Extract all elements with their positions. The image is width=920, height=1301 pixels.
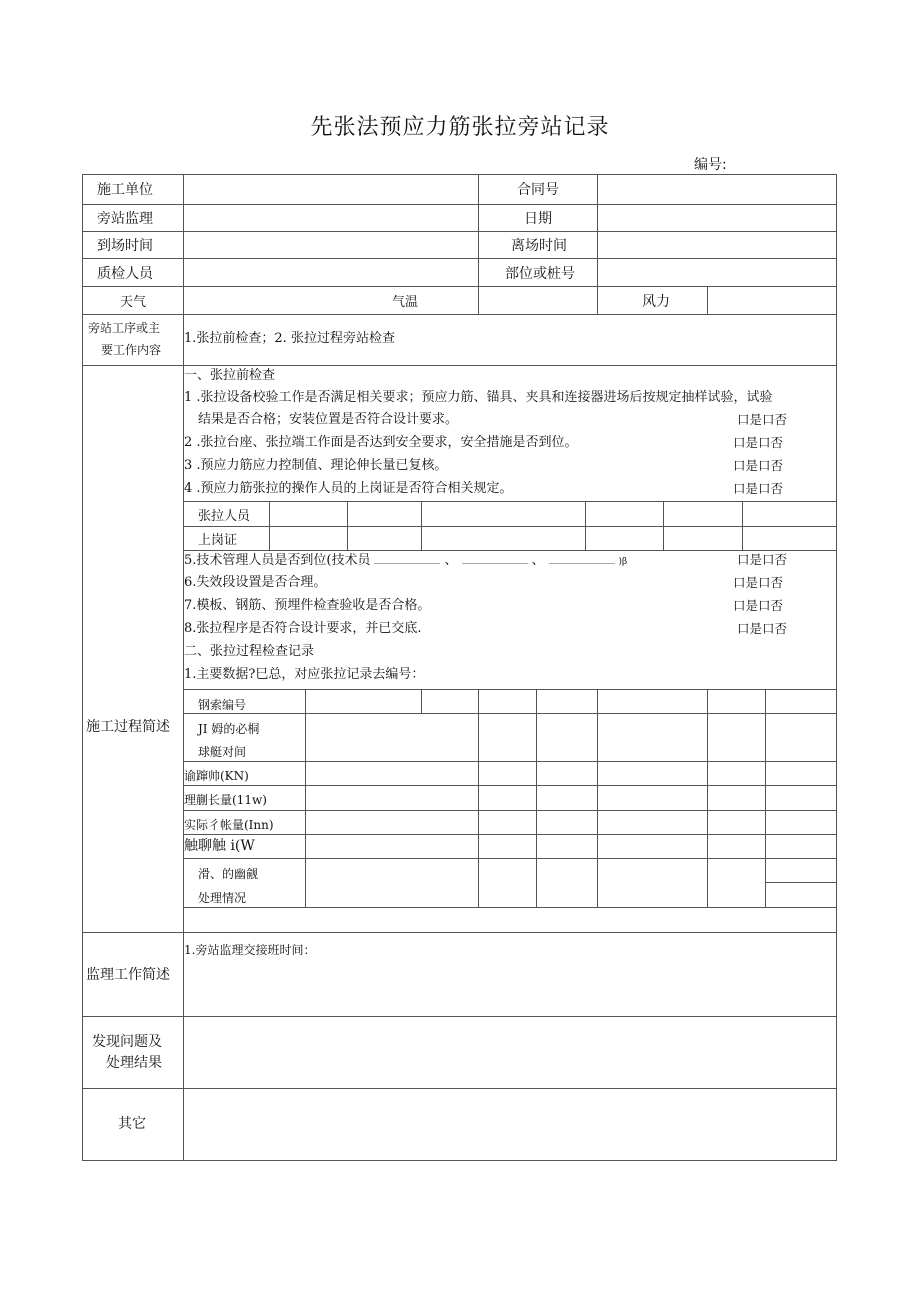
check-3-text: 3 .预应力筋应力控制值、理论伸长量已复核。 (184, 458, 448, 473)
label-location-pile-no: 部位或桩号 (505, 266, 575, 282)
check-2-text: 2 .张拉台座、张拉端工作面是否达到安全要求，安全措施是否到位。 (184, 435, 578, 450)
grid-line (269, 501, 270, 550)
label-slip-line1: 滑、的幽觎 (198, 867, 259, 881)
grid-line (585, 501, 586, 550)
departure-time-field[interactable] (598, 232, 835, 257)
grid-line (183, 501, 837, 502)
label-row2-line2: 球艇对间 (198, 745, 247, 759)
qc-personnel-field[interactable] (184, 259, 477, 285)
grid-line (183, 858, 837, 859)
grid-line (421, 689, 422, 713)
date-field[interactable] (598, 205, 835, 230)
label-main-work-line2: 要工作内容 (101, 343, 162, 357)
contract-no-field[interactable] (598, 175, 835, 203)
part1-heading: 一、张拉前检查 (184, 368, 276, 383)
grid-line (765, 689, 766, 907)
grid-line (663, 501, 664, 550)
site-supervisor-field[interactable] (184, 205, 477, 230)
label-temperature: 气温 (392, 295, 419, 310)
row-divider (82, 365, 837, 366)
construction-unit-field[interactable] (184, 175, 477, 203)
check-1-continuation: 结果是否合格；安装位置是否符合设计要求。 (198, 412, 459, 427)
label-work-permit: 上岗证 (198, 533, 238, 548)
grid-line (305, 689, 306, 907)
label-departure-time: 离场时间 (511, 238, 567, 254)
main-work-content: 1.张拉前检查；2. 张拉过程旁站检查 (184, 331, 395, 346)
check-6-yes-no[interactable]: 口是口否 (733, 575, 784, 590)
part2-item1: 1.主要数据?巳总，对应张拉记录去编号： (184, 667, 425, 682)
supervision-textarea[interactable] (184, 960, 835, 1014)
check-7-text: 7.模板、钢筋、预埋件检查验收是否合格。 (184, 598, 431, 613)
label-weather: 天气 (120, 295, 147, 310)
technician-1-field[interactable] (374, 552, 440, 564)
supervision-content: 1.旁站监理交接班时间： (184, 943, 316, 957)
check-8-yes-no[interactable]: 口是口否 (737, 621, 788, 636)
check-2-yes-no[interactable]: 口是口否 (733, 435, 784, 450)
grid-line (597, 689, 598, 907)
label-arrival-time: 到场时间 (97, 238, 153, 254)
technician-3-field[interactable] (549, 552, 615, 564)
check-5-yes-no[interactable]: 口是口否 (737, 552, 788, 567)
grid-line (478, 689, 479, 907)
label-date: 日期 (524, 211, 552, 227)
grid-line (742, 501, 743, 550)
label-deviation: 触聊触 i(W (184, 838, 255, 854)
table-border-right (836, 174, 837, 1160)
grid-line (183, 907, 837, 908)
check-1-text: 1 .张拉设备校验工作是否满足相关要求；预应力筋、锚具、夹具和连接器进场后按规定抽样试验，试验 (184, 390, 773, 405)
label-wind: 风力 (642, 294, 670, 310)
check-3-yes-no[interactable]: 口是口否 (733, 458, 784, 473)
check-7-yes-no[interactable]: 口是口否 (733, 598, 784, 613)
grid-line (183, 810, 837, 811)
check-4-text: 4 .预应力筋张拉的操作人员的上岗证是否符合相关规定。 (184, 481, 513, 496)
label-actual-elongation: 实际彳帐量(Inn) (184, 818, 274, 832)
grid-line (183, 761, 837, 762)
check-8-text: 8.张拉程序是否符合设计要求，并已交底. (184, 621, 422, 636)
label-site-supervisor: 旁站监理 (97, 211, 153, 227)
check-1-yes-no[interactable]: 口是口否 (737, 412, 788, 427)
label-issues-line2: 处理结果 (106, 1055, 162, 1071)
grid-line (183, 713, 837, 714)
part2-heading: 二、张拉过程检查记录 (184, 644, 315, 659)
separator: 、 (531, 553, 545, 568)
grid-line (707, 689, 708, 907)
document-number-label: 编号: (694, 157, 727, 173)
grid-line (421, 501, 422, 550)
other-textarea[interactable] (184, 1089, 835, 1159)
table-border-left (82, 174, 83, 1160)
grid-line (183, 526, 837, 527)
grid-line (347, 501, 348, 550)
document-title: 先张法预应力筋张拉旁站记录 (310, 115, 610, 140)
arrival-time-field[interactable] (184, 232, 477, 257)
issues-textarea[interactable] (184, 1017, 835, 1087)
label-issues-line1: 发现问题及 (92, 1034, 162, 1050)
label-supervision-summary: 监理工作简述 (86, 967, 170, 983)
label-strand-no: 钢索编号 (198, 698, 247, 712)
check-5-prefix: 5.技术管理人员是否到位(技术员 (184, 553, 371, 568)
check-5-text (184, 552, 627, 570)
label-tensioning-personnel: 张拉人员 (198, 509, 251, 524)
label-main-work-line1: 旁站工序或主 (88, 321, 161, 335)
wind-field[interactable] (708, 287, 835, 313)
label-tension-force: 谕蹿帅(KN) (184, 769, 249, 783)
location-pile-no-field[interactable] (598, 259, 835, 285)
label-qc-personnel: 质检人员 (97, 266, 153, 282)
technician-2-field[interactable] (462, 552, 528, 564)
grid-line (183, 550, 837, 551)
grid-line (765, 882, 837, 883)
separator: 、 (444, 553, 458, 568)
check-5-suffix: )β (618, 557, 628, 567)
label-row2-line1: JI 姆的必桐 (198, 722, 260, 736)
row-divider (82, 932, 837, 933)
label-construction-unit: 施工单位 (97, 182, 153, 198)
temperature-field[interactable] (479, 287, 596, 313)
grid-line (183, 785, 837, 786)
label-slip-line2: 处理情况 (198, 891, 247, 905)
row-divider (82, 314, 837, 315)
grid-line (183, 834, 837, 835)
check-4-yes-no[interactable]: 口是口否 (733, 481, 784, 496)
label-theoretical-elongation: 理蒯长量(11w) (184, 793, 267, 807)
table-border-bottom (82, 1160, 837, 1161)
check-6-text: 6.失效段设置是否合理。 (184, 575, 327, 590)
label-other: 其它 (118, 1116, 146, 1132)
label-process-summary: 施工过程简述 (86, 719, 170, 735)
label-contract-no: 合同号 (517, 182, 559, 198)
grid-line (536, 689, 537, 907)
grid-line (183, 689, 837, 690)
